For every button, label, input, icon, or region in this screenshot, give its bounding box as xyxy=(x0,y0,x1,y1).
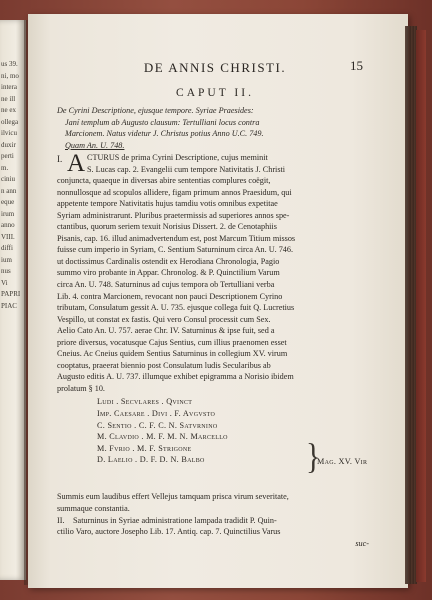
facing-page-fragment: VIII. xyxy=(1,232,15,241)
facing-page-fragment: PIAC xyxy=(1,301,17,310)
text-line: appetente tempore Nativitatis hujus tamdiu votis omnibus expetitae xyxy=(57,199,278,209)
chapter-title: CAPUT II. xyxy=(176,87,254,99)
text-line: CTURUS de prima Cyrini Descriptione, cujus meminit xyxy=(87,153,268,162)
facing-page-fragment: m. xyxy=(1,163,9,172)
text-line: priore diversus, vocatusque Cajus Sentius, cum illius praenomen esset xyxy=(57,337,287,347)
inscription-line: Ludi . Secvlares . Qvinct xyxy=(97,397,193,407)
facing-page-fragment: anno xyxy=(1,221,15,229)
text-line: ut doctissimus Cardinalis ostendit ex Herodiana Chronologia, Pagio xyxy=(57,256,280,266)
facing-page-fragment: ilvicu xyxy=(1,129,17,137)
facing-page-fragment: ollega xyxy=(1,117,19,126)
facing-page xyxy=(0,20,26,580)
facing-page-fragment: intera xyxy=(1,83,17,91)
facing-page-fragment: Vi xyxy=(1,278,8,287)
inscription-line: M. Fvrio . M. F. Strigone xyxy=(97,443,192,453)
brace-glyph: } xyxy=(306,437,321,477)
text-line: tributam, Consulatum gessit A. U. 735. ejusque collega fuit Q. Lucretius xyxy=(57,303,295,313)
paragraph-number: II. xyxy=(57,515,65,525)
facing-page-fragment: irum xyxy=(1,209,15,218)
inscription-line: C. Sentio . C. F. C. N. Satvrnino xyxy=(97,420,218,430)
body-text xyxy=(57,150,369,549)
facing-page-fragment: ne ex xyxy=(1,106,16,114)
text-line: Pisanis, cap. 16. illud animadvertendum est, post Marcum Titium missos xyxy=(57,233,296,243)
summary-line: Marcionem. Natus videtur J. Christus potius Anno U.C. 749. xyxy=(65,129,264,139)
drop-cap: A xyxy=(67,150,86,177)
text-line: ctantibus, quorum seriem texuit Norisius Dissert. 2. de Cenotaphiis xyxy=(57,222,277,232)
text-line: Syriam administrarunt. Pluribus praetermissis ad superiores annos spe- xyxy=(57,210,290,220)
text-line: cooptatus, praeerat biennio post Consulatum ludis Secularibus ab xyxy=(57,360,271,370)
inscription-line: Imp. Caesare . Divi . F. Avgvsto xyxy=(97,409,216,419)
book-cover-edge xyxy=(416,30,426,582)
closing-text xyxy=(57,491,369,514)
inscription-line: M. Clavdio . M. F. M. N. Marcello xyxy=(97,432,228,442)
facing-page-fragment: PAPRI xyxy=(1,290,21,298)
facing-page-fragment: ne ill xyxy=(1,94,16,103)
facing-page-fragment: eque xyxy=(1,198,15,206)
paragraph-number: I. xyxy=(57,154,63,164)
inscription-note: Mag. XV. Vir xyxy=(317,457,368,467)
summary-line: Janí templum ab Augusto clausum: Tertulliani locus contra xyxy=(65,117,260,127)
text-line: conjuncta, quaeque in diversas abire sententias complures coëgit, xyxy=(57,176,271,186)
text-line: ctilio Varo, auctore Josepho Lib. 17. Antiq. cap. 7. Quinctilius Varus xyxy=(57,527,281,537)
text-line: nonnullosque ad scopulos allidere, figam primum annos Praesidum, qui xyxy=(57,187,292,197)
summary-line: De Cyrini Descriptione, ejusque tempore. Syriae Praesides: xyxy=(57,106,254,115)
text-line: Saturninus in Syriae administratione lampada tradidit P. Quin- xyxy=(73,515,277,525)
page-number: 15 xyxy=(350,58,363,73)
paragraph-2 xyxy=(57,515,369,549)
paragraph-1 xyxy=(57,152,369,394)
facing-page-fragment: ni, mo xyxy=(1,71,19,80)
text-line: Summis eum laudibus effert Vellejus tamquam prisca virum severitate, xyxy=(57,492,289,502)
text-line: summo viro probante in Appar. Chronolog. & P. Quinctilium Varum xyxy=(57,268,280,278)
chapter-summary xyxy=(57,105,367,151)
text-line: prolatum § 10. xyxy=(57,383,105,393)
inscription xyxy=(97,396,369,491)
text-line: Aelio Cato An. U. 757. aerae Chr. IV. Saturninus & ipse fuit, sed a xyxy=(57,326,275,336)
facing-page-fragment: us 39. xyxy=(1,60,18,68)
text-line: Augusto editis A. U. 737. illumque exhibet epigramma a Norisio ibidem xyxy=(57,372,294,382)
text-line: Cneius. Ac Cneius quidem Sentius Saturninus in collegium XV. virum xyxy=(57,349,288,359)
facing-page-fragment: ium xyxy=(1,255,12,264)
facing-page-fragment: nus xyxy=(1,267,11,275)
text-line: fuisse cum imperio in Syriam, C. Sentium Saturninum circa An. U. 746. xyxy=(57,245,294,255)
running-head: DE ANNIS CHRISTI. xyxy=(143,60,287,75)
facing-page-fragment: n ann xyxy=(1,186,17,195)
inscription-line: D. Laelio . D. F. D. N. Balbo xyxy=(97,455,205,465)
text-line: S. Lucas cap. 2. Evangelii cum tempore Nativitatis J. Christi xyxy=(87,164,286,174)
summary-line: Quam An. U. 748. xyxy=(65,140,125,150)
text-line: Lib. 4. contra Marcionem, revocant non pauci Descriptionem Cyrino xyxy=(57,291,283,301)
text-line: circa An. U. 748. Saturninus ad cujus tempora ob Tertulliani verba xyxy=(57,280,275,290)
text-line: summaque constantia. xyxy=(57,504,130,514)
facing-page-fragment: ciniu xyxy=(1,175,15,183)
facing-page-fragment: duxir xyxy=(1,140,16,149)
catchword: suc- xyxy=(355,539,369,549)
facing-page-fragment: diffi xyxy=(1,244,13,252)
text-line: Vespillo, ut constat ex fastis. Qui vero Consul processit cum Sex. xyxy=(57,314,271,324)
facing-page-fragment: perti xyxy=(1,152,14,160)
